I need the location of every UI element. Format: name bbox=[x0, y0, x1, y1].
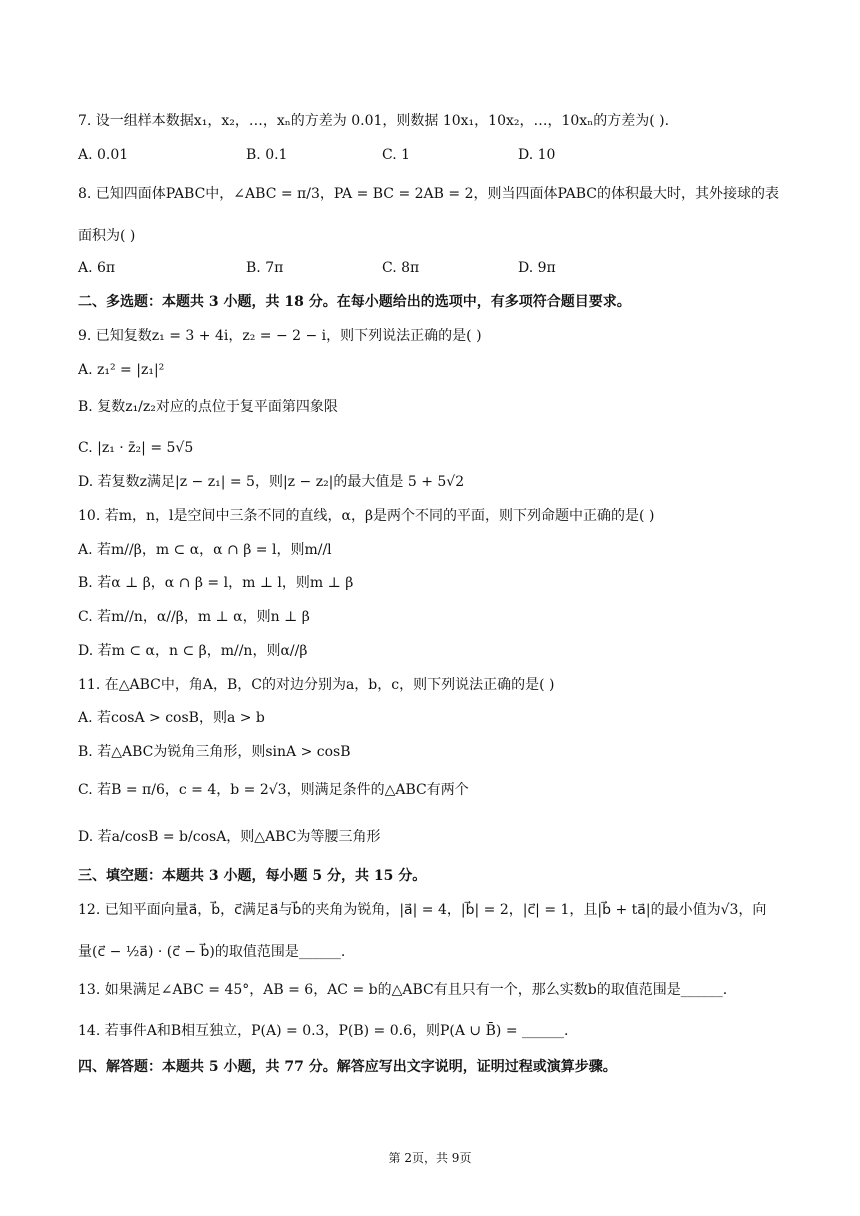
q11-stem: 11. 在△ABC中，角A，B，C的对边分别为a，b，c，则下列说法正确的是( ) bbox=[78, 677, 555, 693]
q7-option-c: C. 1 bbox=[382, 147, 411, 163]
q9-stem: 9. 已知复数z₁ = 3 + 4i，z₂ = − 2 − i，则下列说法正确的是( ) bbox=[78, 328, 482, 344]
q11-option-a: A. 若cosA > cosB，则a > b bbox=[78, 710, 265, 726]
q8-stem-line1: 8. 已知四面体PABC中，∠ABC = π/3，PA = BC = 2AB = 2，则当四面体PABC的体积最大时，其外接球的表 bbox=[78, 186, 779, 202]
section-3-heading: 三、填空题：本题共 3 小题，每小题 5 分，共 15 分。 bbox=[78, 868, 427, 884]
q12-line2: 量(c⃗ − ½a⃗) · (c⃗ − b⃗)的取值范围是______. bbox=[78, 944, 346, 960]
q10-option-c: C. 若m//n，α//β，m ⊥ α，则n ⊥ β bbox=[78, 609, 310, 625]
q12-line1: 12. 已知平面向量a⃗，b⃗，c⃗满足a⃗与b⃗的夹角为锐角，|a⃗| = 4，|b⃗| = 2，|c⃗| = 1，且|b⃗ + ta⃗|的最小值为√3，向 bbox=[78, 902, 767, 918]
q8-option-d: D. 9π bbox=[518, 260, 556, 276]
q7-option-d: D. 10 bbox=[518, 147, 556, 163]
q13-stem: 13. 如果满足∠ABC = 45°，AB = 6，AC = b的△ABC有且只有一个，那么实数b的取值范围是______. bbox=[78, 982, 728, 998]
section-4-heading: 四、解答题：本题共 5 小题，共 77 分。解答应写出文字说明，证明过程或演算步骤。 bbox=[78, 1059, 617, 1075]
q9-option-a: A. z₁² = |z₁|² bbox=[78, 362, 165, 378]
page-footer: 第 2页，共 9页 bbox=[388, 1151, 472, 1165]
q9-option-d: D. 若复数z满足|z − z₁| = 5，则|z − z₂|的最大值是 5 + 5√2 bbox=[78, 474, 465, 490]
q9-option-b: B. 复数z₁/z₂对应的点位于复平面第四象限 bbox=[78, 399, 338, 415]
q8-option-c: C. 8π bbox=[382, 260, 420, 276]
q11-option-b: B. 若△ABC为锐角三角形，则sinA > cosB bbox=[78, 744, 351, 760]
q10-stem: 10. 若m，n，l是空间中三条不同的直线，α，β是两个不同的平面，则下列命题中正确的是( ) bbox=[78, 508, 655, 524]
q11-option-c: C. 若B = π/6，c = 4，b = 2√3，则满足条件的△ABC有两个 bbox=[78, 782, 469, 798]
q8-stem-line2: 面积为( ) bbox=[78, 228, 136, 244]
q10-option-a: A. 若m//β，m ⊂ α，α ∩ β = l，则m//l bbox=[78, 542, 332, 558]
q8-option-a: A. 6π bbox=[78, 260, 116, 276]
q14-stem: 14. 若事件A和B相互独立，P(A) = 0.3，P(B) = 0.6，则P(A ∪ B̄) = ______. bbox=[78, 1023, 569, 1039]
q7-option-a: A. 0.01 bbox=[78, 147, 129, 163]
q8-option-b: B. 7π bbox=[246, 260, 284, 276]
q9-option-c: C. |z₁ · z̄₂| = 5√5 bbox=[78, 440, 194, 456]
section-2-heading: 二、多选题：本题共 3 小题，共 18 分。在每小题给出的选项中，有多项符合题目要求。 bbox=[78, 294, 631, 310]
q10-option-b: B. 若α ⊥ β，α ∩ β = l，m ⊥ l，则m ⊥ β bbox=[78, 575, 354, 591]
q7-option-b: B. 0.1 bbox=[246, 147, 288, 163]
q11-option-d: D. 若a/cosB = b/cosA，则△ABC为等腰三角形 bbox=[78, 829, 381, 845]
q10-option-d: D. 若m ⊂ α，n ⊂ β，m//n，则α//β bbox=[78, 643, 308, 659]
q7-stem: 7. 设一组样本数据x₁，x₂，…，xₙ的方差为 0.01，则数据 10x₁，10x₂，…，10xₙ的方差为( ). bbox=[78, 113, 670, 129]
